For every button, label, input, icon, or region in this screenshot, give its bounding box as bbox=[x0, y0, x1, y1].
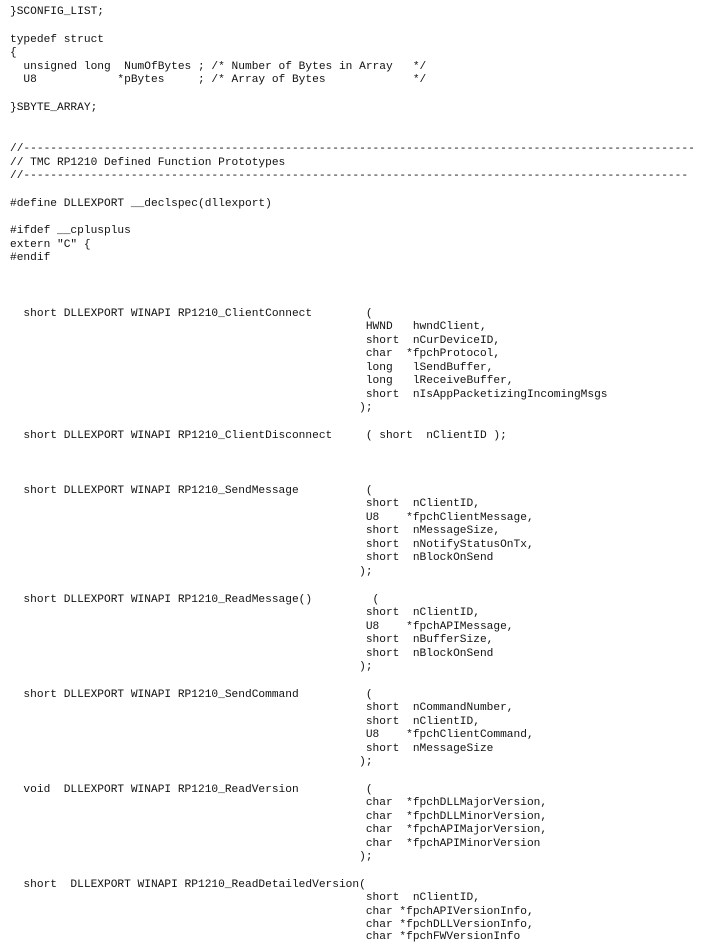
code-line: ); bbox=[10, 402, 373, 414]
code-line: char *fpchDLLMinorVersion, bbox=[10, 811, 548, 823]
code-line: #define DLLEXPORT __declspec(dllexport) bbox=[10, 198, 272, 210]
code-line: typedef struct bbox=[10, 34, 104, 46]
code-line: ); bbox=[10, 661, 373, 673]
code-line: short nClientID, bbox=[10, 607, 480, 619]
code-line: U8 *fpchAPIMessage, bbox=[10, 621, 514, 633]
code-line: long lSendBuffer, bbox=[10, 362, 494, 374]
code-line: short nClientID, bbox=[10, 498, 480, 510]
code-line: short DLLEXPORT WINAPI RP1210_ClientConnect ( bbox=[10, 308, 373, 320]
code-line: short nIsAppPacketizingIncomingMsgs bbox=[10, 389, 608, 401]
code-line: short nBlockOnSend bbox=[10, 552, 494, 564]
code-line: U8 *fpchClientCommand, bbox=[10, 729, 534, 741]
code-line: U8 *fpchClientMessage, bbox=[10, 512, 534, 524]
code-line: ); bbox=[10, 851, 373, 863]
code-comment: // TMC RP1210 Defined Function Prototypes bbox=[10, 157, 286, 169]
code-line: short nNotifyStatusOnTx, bbox=[10, 539, 534, 551]
code-line: #ifdef __cplusplus bbox=[10, 225, 131, 237]
code-line: short nCommandNumber, bbox=[10, 702, 514, 714]
code-line: char *fpchAPIMinorVersion bbox=[10, 838, 541, 850]
code-line: unsigned long NumOfBytes ; /* Number of Bytes in Array */ bbox=[10, 61, 427, 73]
code-line: short nMessageSize bbox=[10, 743, 494, 755]
code-line: char *fpchAPIVersionInfo, bbox=[10, 906, 534, 918]
code-line: ); bbox=[10, 566, 373, 578]
code-line: HWND hwndClient, bbox=[10, 321, 487, 333]
code-line: { bbox=[10, 47, 17, 59]
code-line: short DLLEXPORT WINAPI RP1210_ReadMessage() ( bbox=[10, 594, 380, 606]
code-line: short nBufferSize, bbox=[10, 634, 494, 646]
code-line: char *fpchProtocol, bbox=[10, 348, 501, 360]
code-line: short nBlockOnSend bbox=[10, 648, 494, 660]
code-line: short DLLEXPORT WINAPI RP1210_ClientDisconnect ( short nClientID ); bbox=[10, 430, 507, 442]
code-line: }SBYTE_ARRAY; bbox=[10, 102, 98, 114]
code-line: short nCurDeviceID, bbox=[10, 335, 501, 347]
comment-rule: //---------------------------------------------------------------------------------------------------- bbox=[10, 143, 695, 155]
code-line: }SCONFIG_LIST; bbox=[10, 6, 104, 18]
code-line: char *fpchDLLMajorVersion, bbox=[10, 797, 548, 809]
code-line: char *fpchDLLVersionInfo, bbox=[10, 919, 534, 931]
code-line: short DLLEXPORT WINAPI RP1210_SendCommand ( bbox=[10, 689, 373, 701]
code-line: char *fpchAPIMajorVersion, bbox=[10, 824, 548, 836]
code-line: short DLLEXPORT WINAPI RP1210_ReadDetailedVersion( bbox=[10, 879, 366, 891]
code-line: short nClientID, bbox=[10, 716, 480, 728]
code-line: extern "C" { bbox=[10, 239, 91, 251]
code-line: #endif bbox=[10, 252, 51, 264]
code-line: long lReceiveBuffer, bbox=[10, 375, 514, 387]
code-line: short nClientID, bbox=[10, 892, 480, 904]
code-line: void DLLEXPORT WINAPI RP1210_ReadVersion ( bbox=[10, 784, 373, 796]
code-line: U8 *pBytes ; /* Array of Bytes */ bbox=[10, 74, 427, 86]
code-line: short DLLEXPORT WINAPI RP1210_SendMessage ( bbox=[10, 485, 373, 497]
comment-rule: //--------------------------------------------------------------------------------------------------- bbox=[10, 170, 689, 182]
code-line: short nMessageSize, bbox=[10, 525, 501, 537]
code-line: char *fpchFWVersionInfo bbox=[10, 931, 521, 943]
code-line: ); bbox=[10, 756, 373, 768]
